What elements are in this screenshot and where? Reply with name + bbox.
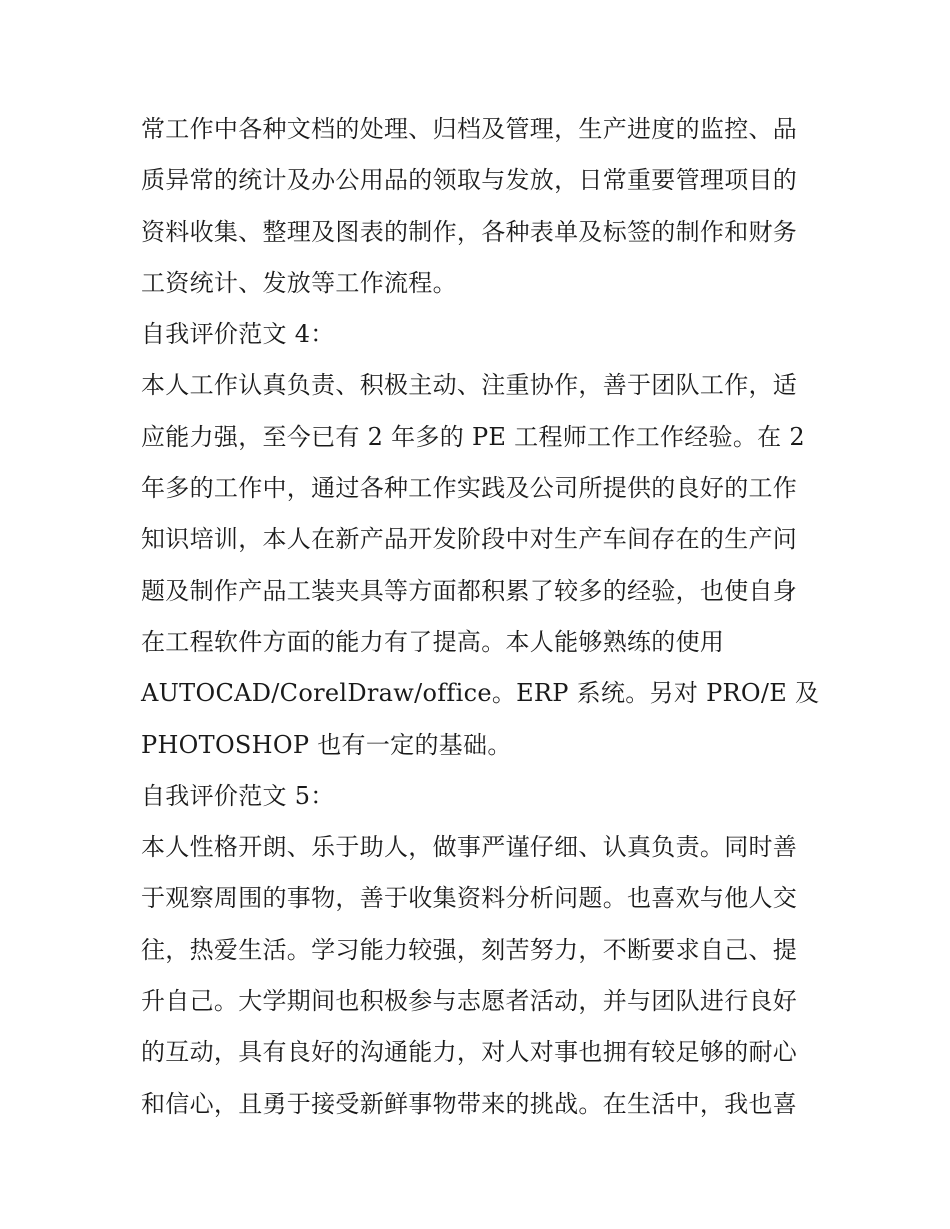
text-line: 于观察周围的事物，善于收集资料分析问题。也喜欢与他人交: [141, 884, 798, 913]
text-line: 年多的工作中，通过各种工作实践及公司所提供的良好的工作: [141, 474, 798, 503]
text-line: 资料收集、整理及图表的制作，各种表单及标签的制作和财务: [141, 217, 798, 246]
text-line: 知识培训，本人在新产品开发阶段中对生产车间存在的生产问: [141, 525, 798, 554]
text-line: 升自己。大学期间也积极参与志愿者活动，并与团队进行良好: [141, 987, 798, 1016]
text-line: 和信心，且勇于接受新鲜事物带来的挑战。在生活中，我也喜: [141, 1089, 798, 1118]
text-line: 本人工作认真负责、积极主动、注重协作，善于团队工作，适: [141, 371, 798, 400]
text-line: 题及制作产品工装夹具等方面都积累了较多的经验，也使自身: [141, 576, 798, 605]
section-heading: 自我评价范文 5：: [141, 781, 335, 810]
text-line: 本人性格开朗、乐于助人，做事严谨仔细、认真负责。同时善: [141, 833, 798, 862]
text-line: 往，热爱生活。学习能力较强，刻苦努力，不断要求自己、提: [141, 935, 798, 964]
text-line: AUTOCAD/CorelDraw/office。ERP 系统。另对 PRO/E 及: [141, 679, 820, 708]
text-line: PHOTOSHOP 也有一定的基础。: [141, 730, 512, 759]
text-line: 常工作中各种文档的处理、归档及管理，生产进度的监控、品: [141, 115, 798, 143]
text-line: 工资统计、发放等工作流程。: [141, 268, 457, 297]
text-line: 应能力强，至今已有 2 年多的 PE 工程师工作工作经验。在 2: [141, 422, 805, 451]
section-heading: 自我评价范文 4：: [141, 320, 335, 349]
text-line: 在工程软件方面的能力有了提高。本人能够熟练的使用: [141, 627, 725, 656]
text-line: 质异常的统计及办公用品的领取与发放，日常重要管理项目的: [141, 166, 798, 195]
document-body: [141, 104, 821, 1130]
text-line: 的互动，具有良好的沟通能力，对人对事也拥有较足够的耐心: [141, 1038, 798, 1067]
